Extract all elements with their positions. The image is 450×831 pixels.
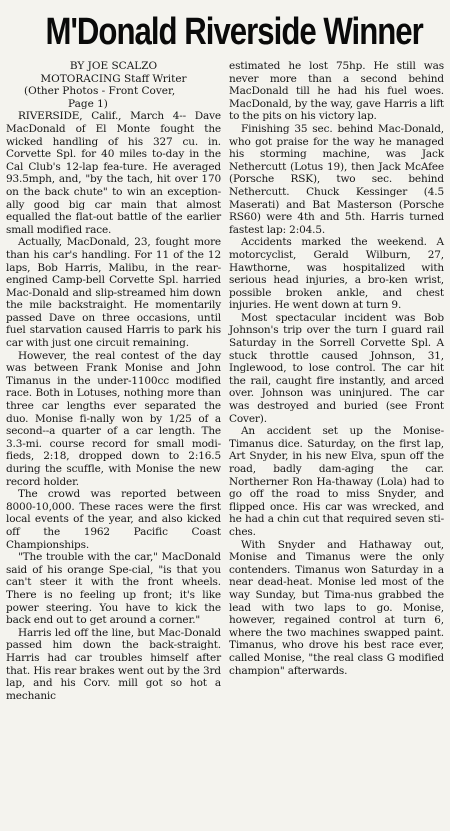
column-left <box>6 60 221 702</box>
paragraph: Finishing 35 sec. behind Mac-Donald, who got praise for the way he managed his storming machine, was Jack Nethercutt (Lotus 19), then Jack McAfee (Porsche RSK), two sec. behind Nethercutt. Chuck Kessinger (4.5 Maserati) and Bat Masterson (Porsche RS60) were 4th and 5th. Harris turned fastest lap: 2:04.5. <box>229 122 444 236</box>
paragraph: Actually, MacDonald, 23, fought more than his car's handling. For 11 of the 12 laps, Bob Harris, Malibu, in the rear-engined Camp-bell Corvette Spl. harried Mac-Donald and slip-streamed him down the mile backstraight. He momentarily passed Dave on three occasions, until fuel starvation caused Harris to park his car with just one circuit remaining. <box>6 236 221 350</box>
byline-page: Page 1) <box>68 97 108 110</box>
column-right <box>229 60 444 702</box>
paragraph: An accident set up the Monise-Timanus dice. Saturday, on the first lap, Art Snyder, in his new Elva, spun off the road, badly dam-aging the car. Northerner Ron Ha-thaway (Lola) had to go off the road to miss Snyder, and flipped once. His car was wrecked, and he had a chin cut that required seven sti-ches. <box>229 425 444 538</box>
paragraph: "The trouble with the car," MacDonald said of his orange Spe-cial, "is that you can't steer it with the front wheels. There is no feeling up front; it's like power steering. You have to kick the back end out to get around a corner." <box>6 551 221 627</box>
paragraph: RIVERSIDE, Calif., March 4-- Dave MacDonald of El Monte fought the wicked handling of his 327 cu. in. Corvette Spl. for 40 miles to-day in the Cal Club's 12-lap fea-ture. He averaged 93.5mph, and, "by the tach, hit over 170 on the back chute" to win an exception-ally good big car main that almost equalled the flat-out battle of the earlier small modified race. <box>6 110 221 236</box>
paragraph: The crowd was reported between 8000-10,000. These races were the first local events of the year, and also kicked off the 1962 Pacific Coast Championships. <box>6 488 221 551</box>
paragraph: Harris led off the line, but Mac-Donald passed him down the back-straight. Harris had car troubles himself after that. His rear brakes went out by the 3rd lap, and his Corv. mill got so hot a mechanic <box>6 626 221 702</box>
paragraph: Accidents marked the weekend. A motorcyclist, Gerald Wilburn, 27, Hawthorne, was hospitalized with serious head injuries, a bro-ken wrist, possible broken ankle, and chest injuries. He went down at turn 9. <box>229 236 444 312</box>
paragraph: estimated he lost 75hp. He still was never more than a second behind MacDonald till he had his fuel woes. MacDonald, by the way, gave Harris a lift to the pits on his victory lap. <box>229 60 444 123</box>
byline-staff: MOTORACING Staff Writer <box>40 72 187 85</box>
byline-photos: (Other Photos - Front Cover, <box>24 85 176 98</box>
paragraph: With Snyder and Hathaway out, Monise and Timanus were the only contenders. Timanus won Saturday in a near dead-heat. Monise led most of the way Sunday, but Tima-nus grabbed the lead with two laps to go. Monise, however, regained control at turn 6, where the two machines swapped paint. Timanus, who drove his best race ever, called Monise, "the real class G modified champion" afterwards. <box>229 538 444 677</box>
headline: M'Donald Riverside Winner <box>45 11 423 53</box>
paragraph: However, the real contest of the day was between Frank Monise and John Timanus in the under-1100cc modified race. Both in Lotuses, nothing more than three car lengths ever separated the duo. Monise fi-nally won by 1/25 of a second--a quarter of a car length. The 3.3-mi. course record for small modi-fieds, 2:18, dropped down to 2:16.5 during the scuffle, with Monise the new record holder. <box>6 349 221 488</box>
article-columns <box>6 60 445 702</box>
paragraph: Most spectacular incident was Bob Johnson's trip over the turn I guard rail Saturday in the Sorrell Corvette Spl. A stuck throttle caused Johnson, 31, Inglewood, to lose control. The car hit the rail, caught fire instantly, and arced over. Johnson was uninjured. The car was destroyed and buried (see Front Cover). <box>229 311 444 425</box>
byline-author: BY JOE SCALZO <box>69 60 158 72</box>
